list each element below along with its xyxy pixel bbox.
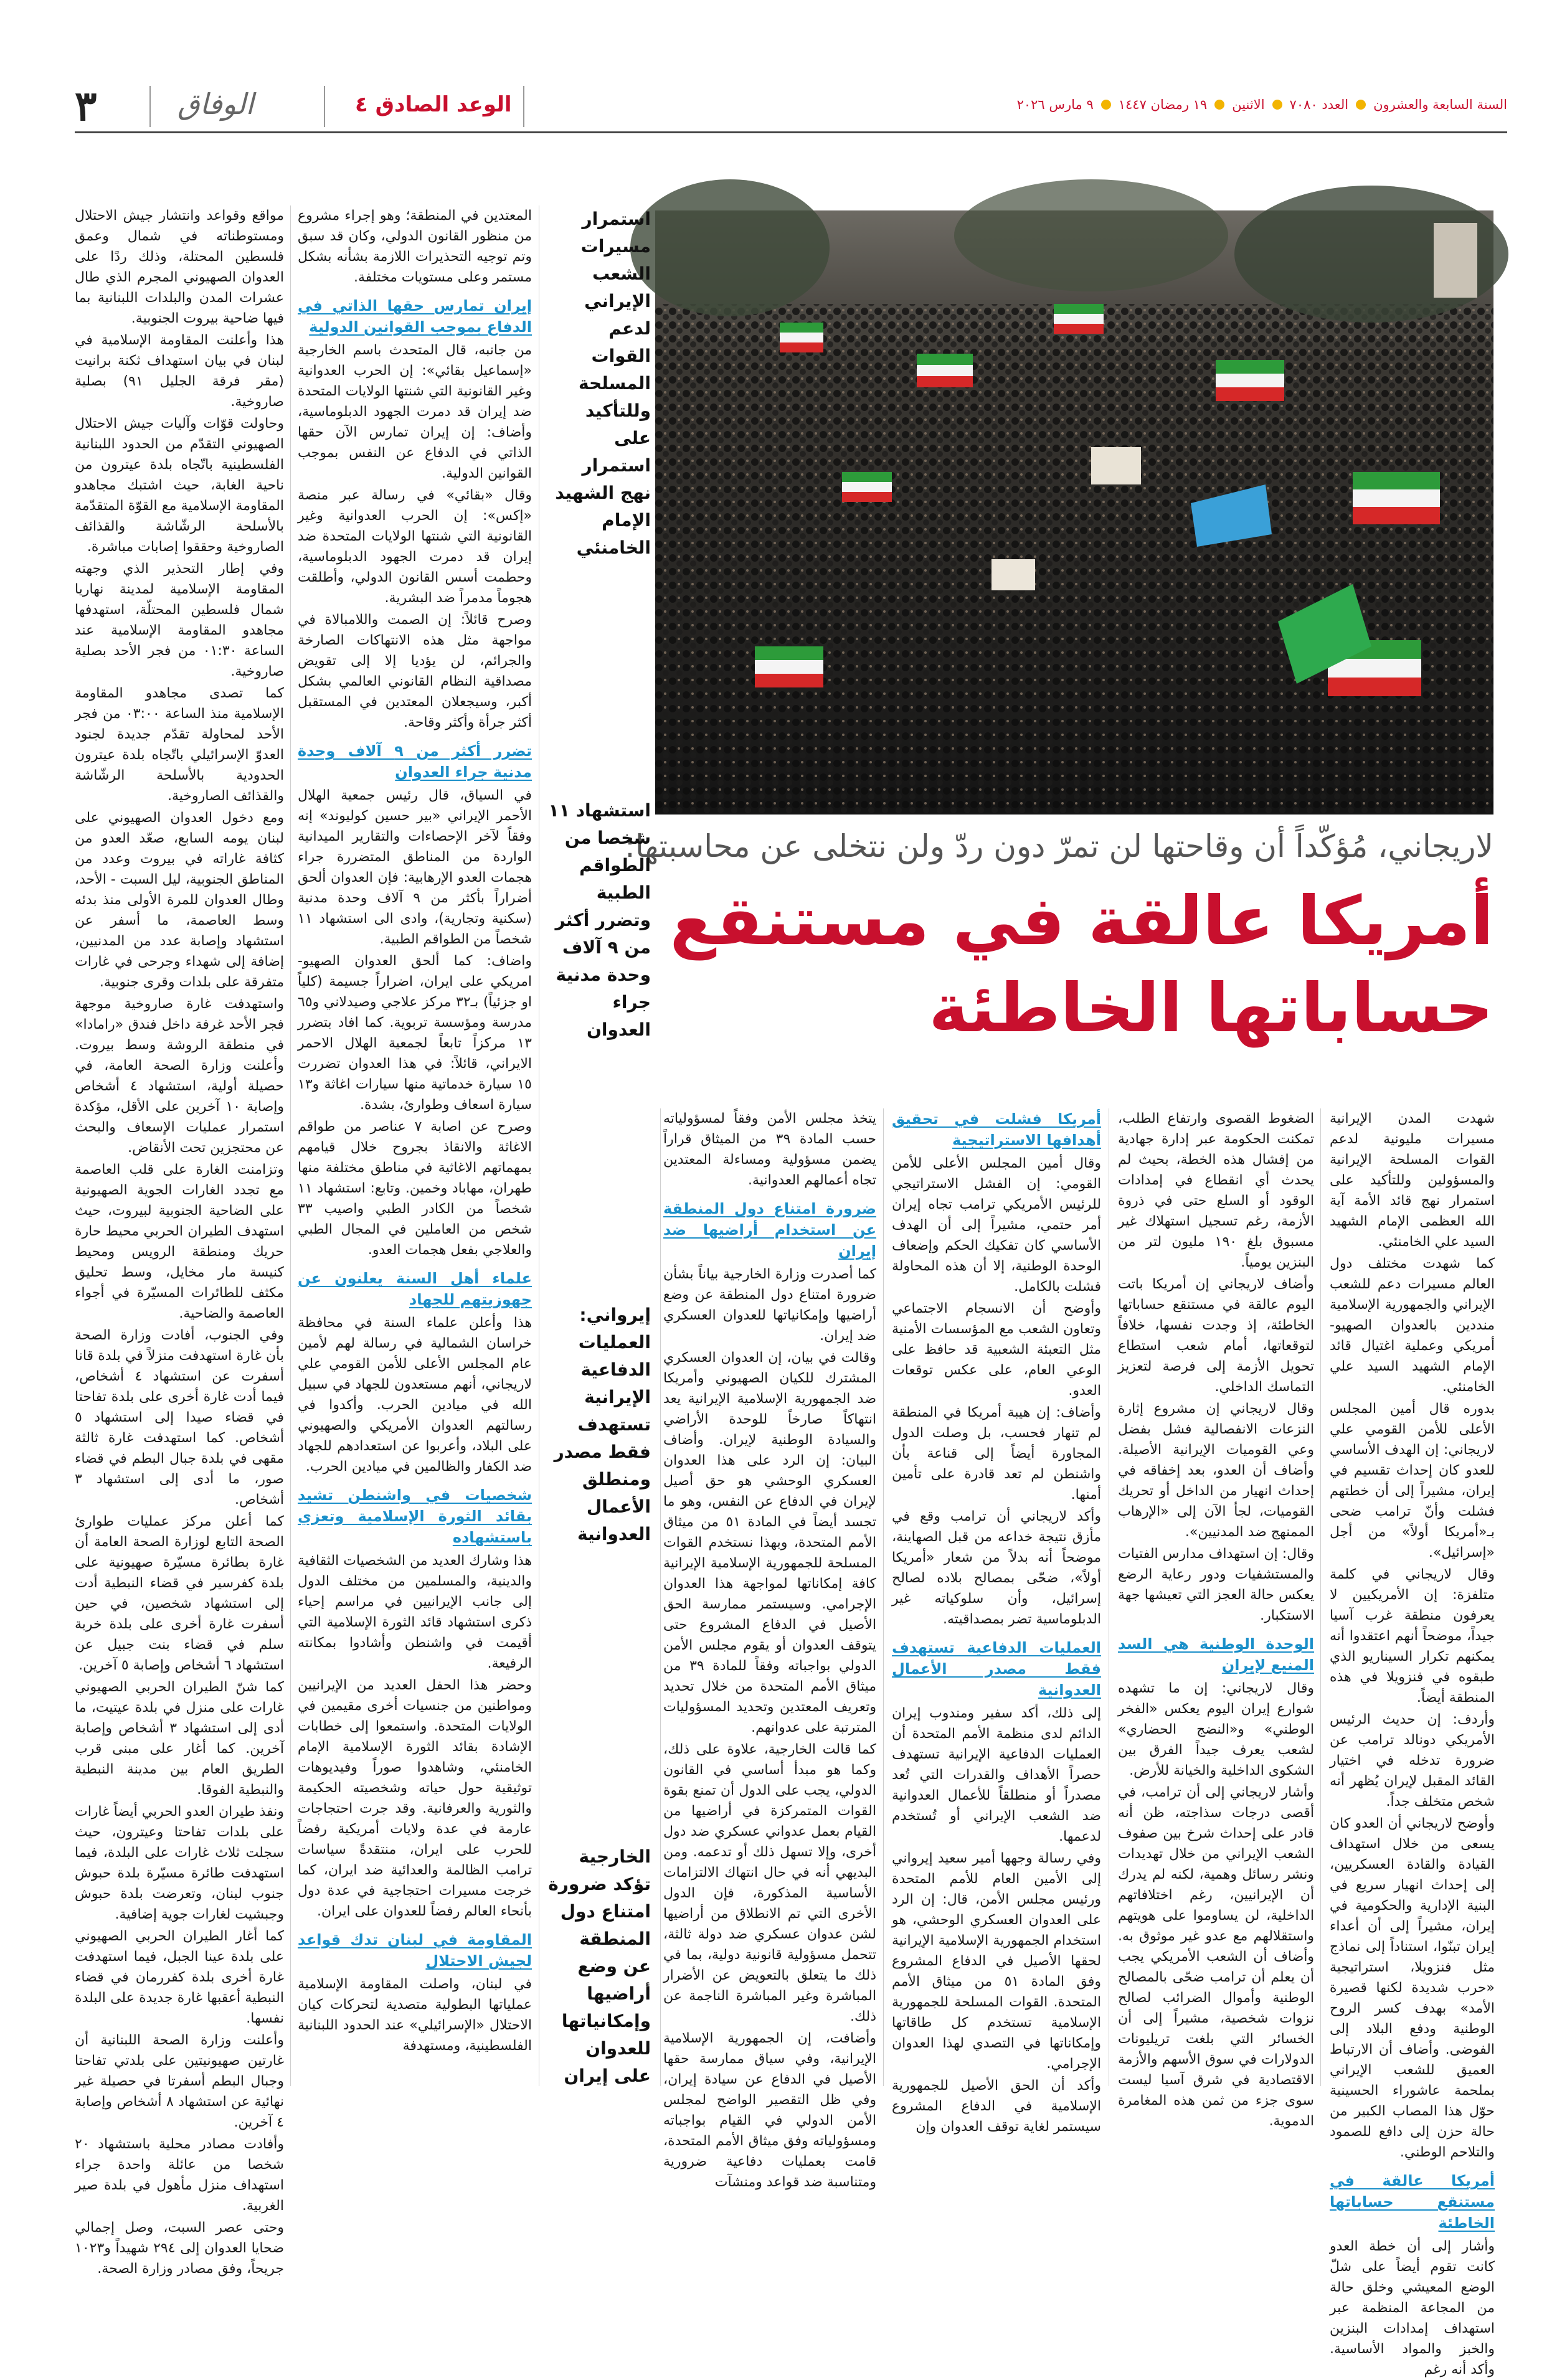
- paragraph: وأشار إلى أن خطة العدو كانت تقوم أيضاً على شلّ الوضع المعيشي وخلق حالة من المجاعة المنظمة عبر استهداف إمدادات البنزين والخبز والمواد الأساسية. وأكد أنه رغم: [1330, 2239, 1495, 2378]
- placard-icon: [991, 559, 1035, 590]
- paragraph: ونفذ طيران العدو الحربي أيضاً غارات على بلدات تفاحتا وعيترون، حيث سجلت ثلاث غارات على البلدة، فيما استهدفت طائرة مسيّرة بلدة حبوش جنوب لبنان، وتعرضت بلدة حبوش وجبشيت لغارات جوية إضافية.: [75, 1804, 284, 1922]
- column-divider: [660, 1108, 661, 2086]
- section-heading: أمريكا عالقة في مستنقع حساباتها الخاطئة: [1330, 2172, 1495, 2232]
- flag-icon: [842, 472, 892, 502]
- paragraph: إلى ذلك، أكد سفير ومندوب إيران الدائم لدى منظمة الأمم المتحدة أن العمليات الدفاعية الإيرانية تستهدف حصراً الأهداف والقدرات التي تُعد مصدراً أو منطلقاً للأعمال العدوانية ضد الشعب الإيراني أو تُستخدم لدعمها.: [892, 1706, 1101, 1844]
- column-divider: [1320, 1108, 1321, 2086]
- paragraph: وقال لاريجاني: إن ما تشهده شوارع إيران اليوم يعكس «الفخر الوطني» و«النضج الحضاري» لشعب يعرف جيداً الفرق بين الشكوى الداخلية والخيانة للأرض.: [1118, 1681, 1314, 1778]
- paragraph: في السياق، قال رئيس جمعية الهلال الأحمر الإيراني «بير حسين كوليوند» إنه وفقاً لآخر الإحصاءات والتقارير الميدانية الواردة من المناطق المتضررة جراء هجمات العدو الإرهابية: فإن العدوان ألحق أضراراً بأكثر من ٩ آلاف وحدة مدنية (سكنية وتجارية)، وادى الى استشهاد ١١ شخصاً من الطواقم الطبية.: [298, 788, 532, 947]
- section-heading: العمليات الدفاعية تستهدف فقط مصدر الأعمال العدوانية: [892, 1639, 1101, 1699]
- section-heading: الوحدة الوطنية هي السد المنيع لإيران: [1118, 1635, 1314, 1674]
- paragraph: وأضاف لاريجاني إن أمريكا باتت اليوم عالقة في مستنقع حساباتها الخاطئة، إذ وجدت نفسها، خلافاً لتوقعاتها، أمام شعب استطاع تحويل الأزمة إلى فرصة لتعزيز التماسك الداخلي.: [1118, 1277, 1314, 1395]
- issue-info: [1017, 97, 1507, 112]
- article-column-5: [298, 205, 532, 2092]
- paragraph: وقال: إن استهداف مدارس الفتيات والمستشفيات ودور رعاية الرضع يعكس حالة العجز التي تعيشها جهة الاستكبار.: [1118, 1546, 1314, 1623]
- paragraph: وقال «بقائي» في رسالة عبر منصة «إكس»: إن الحرب العدوانية وغير القانونية التي شنتها الولايات المتحدة ضد إيران قد دمرت الجهود الدبلوماسية، وحطمت أسس القانون الدولي، وأطلقت هجوماً مدمراً ضد البشرية.: [298, 488, 532, 606]
- headline-line-2: حساباتها الخاطئة: [929, 970, 1493, 1047]
- paragraph: كما شنّ الطيران الحربي الصهيوني غارات على منزل في بلدة عيتيت، ما أدى إلى استشهاد ٣ أشخاص وإصابة آخرين. كما أغار على مبنى قرب الطريق العام بين مدينة النبطية والنبطية الفوقا.: [75, 1679, 284, 1798]
- masthead-divider: [324, 86, 325, 127]
- paragraph: شهدت المدن الإيرانية مسيرات مليونية لدعم القوات المسلحة الإيرانية والمسؤولين وللتأكيد على استمرار نهج قائد الأمة آية الله العظمى الإمام الشهيد السيد علي الخامنئي.: [1330, 1111, 1495, 1250]
- side-callout-4: الخارجية تؤكد ضرورة امتناع دول المنطقة عن وضع أراضيها وإمكانياتها للعدوان على إيران: [548, 1846, 651, 2086]
- article-column-6: [75, 205, 285, 2277]
- paragraph: واستهدفت غارة صاروخية موجهة فجر الأحد غرفة داخل فندق «رامادا» في منطقة الروشة وسط بيروت. وأعلنت وزارة الصحة العامة، في حصيلة أولية، استشهاد ٤ أشخاص وإصابة ١٠ آخرين على الأقل، مؤكدة استمرار عمليات الإسعاف والبحث عن محتجزين تحت الأنقاض.: [75, 996, 285, 1156]
- section-heading: علماء أهل السنة يعلنون عن جهوزيتهم للجهاد: [298, 1270, 532, 1308]
- portrait-poster-icon: [1434, 223, 1477, 298]
- side-callout-1: استمرار مسيرات الشعب الإيراني لدعم القوات المسلحة وللتأكيد على استمرار نهج الشهيد الإمام الخامنئي: [555, 209, 651, 558]
- dot-icon: [1101, 100, 1111, 110]
- paragraph: المعتدين في المنطقة؛ وهو إجراء مشروع من منظور القانون الدولي، وكان قد سبق وتم توجيه التحذيرات اللازمة بشأنه بشكل مستمر وعلى مستويات مختلفة.: [298, 208, 532, 285]
- paragraph: وأضافت، إن الجمهورية الإسلامية الإيرانية، وفي سياق ممارسة حقها الأصيل في الدفاع عن سيادة إيران، وفي ظل التقصير الواضح لمجلس الأمن الدولي في القيام بواجباته ومسؤولياته وفق ميثاق الأمم المتحدة، قامت بعمليات دفاعية ضرورية ومتناسبة ضد قواعد ومنشآت: [663, 2031, 876, 2190]
- paragraph: وصرح عن اصابة ٧ عناصر من طواقم الاغاثة والانقاذ بجروح خلال قيامهم بمهماتهم الاغاثية في مناطق مختلفة منها طهران، مهاباد وخمين. وتابع: استشهاد ١١ شخصاً من الكادر الطبي واصيب ٣٣ شخص من العاملين في المجال الطبي والعلاجي بفعل هجمات العدو.: [298, 1119, 532, 1258]
- hijri-date: ١٩ رمضان ١٤٤٧: [1118, 97, 1208, 112]
- paragraph: وأكد أن الحق الأصيل للجمهورية الإسلامية في الدفاع المشروع سيستمر لغاية توقف العدوان وإن: [892, 2078, 1101, 2135]
- headline-line-1: أمريكا عالقة في مستنقع: [670, 882, 1493, 960]
- section-heading: تضرر أكثر من ٩ آلاف وحدة مدنية جراء العدوان: [298, 742, 532, 781]
- dot-icon: [1214, 100, 1224, 110]
- page-number: ٣: [75, 82, 97, 130]
- article-column-3: [892, 1108, 1101, 2135]
- paragraph: وصرح قائلاً: إن الصمت واللامبالاة في مواجهة مثل هذه الانتهاكات الصارخة والجرائم، لن يؤديا إلا إلى تقويض مصداقية النظام القانوني العالمي بشكل أكبر، وسيجعلان المعتدين في المستقبل أكثر جرأة وأكثر وقاحة.: [298, 612, 532, 730]
- paragraph: من جانبه، قال المتحدث باسم الخارجية «إسماعيل بقائي»: إن الحرب العدوانية وغير القانونية التي شنتها الولايات المتحدة ضد إيران قد دمرت الجهود الدبلوماسية، وأضاف: إن إيران تمارس الآن حقها الذاتي في الدفاع عن النفس بموجب القوانين الدولية.: [298, 342, 532, 481]
- paragraph: كما شهدت مختلف دول العالم مسيرات دعم للشعب الإيراني والجمهورية الإسلامية منددين بالعدوان الصهيو-أمريكي وعملية اغتيال قائد الإمام الشهيد السيد علي الخامنئي.: [1330, 1256, 1495, 1395]
- paragraph: هذا وأعلنت المقاومة الإسلامية في لبنان في بيان استهداف ثكنة برانيت (مقر فرقة الجليل ٩١) بصلية صاروخية.: [75, 333, 284, 410]
- issue-day: الاثنين: [1232, 97, 1265, 112]
- flag-icon: [780, 323, 823, 352]
- section-title: الوعد الصادق ٤: [355, 92, 512, 117]
- side-callout-2: استشهاد ١١ شخصا من الطواقم الطبية وتضرر أكثر من ٩ آلاف وحدة مدنية جراء العدوان: [548, 800, 651, 1040]
- paragraph: وأوضح لاريجاني أن العدو كان يسعى من خلال استهداف القيادة والقادة العسكريين، إلى إحداث انهيار سريع في البنية الإدارية والحكومية في إيران، مشيراً إلى أن أعداء إيران تبنّوا، استناداً إلى نماذج مثل فنزويلا، استراتيجية «حرب شديدة لكنها قصيرة الأمد» بهدف كسر الروح الوطنية ودفع البلاد إلى الفوضى. وأضاف أن الارتباط العميق للشعب الإيراني بملحمة عاشوراء الحسينية حوّل هذا المصاب الكبير من حالة حزن إلى دافع للصمود والتلاحم الوطني.: [1330, 1816, 1495, 2160]
- paragraph: وقال لاريجاني في كلمة متلفزة: إن الأمريكيين لا يعرفون منطقة غرب آسيا جيداً، موضحاً أنهم اعتقدوا أنه يمكنهم تكرار السيناريو الذي طبقوه في فنزويلا في هذه المنطقة أيضاً.: [1330, 1567, 1495, 1706]
- flag-icon: [1353, 472, 1440, 524]
- paragraph: كما تصدى مجاهدو المقاومة الإسلامية منذ الساعة ٠٣:٠٠ من فجر الأحد لمحاولة تقدّم جديدة لجنود العدوّ الإسرائيلي باتّجاه بلدة عيترون الحدودية بالأسلحة الرشّاشة والقذائف الصاروخية.: [75, 686, 284, 804]
- dot-icon: [1272, 100, 1282, 110]
- paragraph: كما قالت الخارجية، علاوة على ذلك، وكما هو مبدأ أساسي في القانون الدولي، يجب على الدول أن تمنع بقوة القوات المتمركزة في أراضيها من القيام بعمل عدواني عسكري ضد دول أخرى، وإلا تسهل ذلك أو تدعمه. ومن البديهي أنه في حال انتهاك الالتزامات الأساسية المذكورة، فإن الدول الأخرى التي تم الانطلاق من أراضيها لشن عدوان عسكري ضد دولة ثالثة، تتحمل مسؤولية قانونية دولية، بما في ذلك ما يتعلق بالتعويض عن الأضرار المباشرة وغير المباشرة الناجمة عن ذلك.: [663, 1742, 876, 2024]
- paragraph: وأشار لاريجاني إلى أن ترامب، في أقصى درجات سذاجته، ظن أنه قادر على إحداث شرخ بين صفوف الشعب الإيراني من خلال تهديدات ونشر رسائل وهمية، لكنه لم يدرك أن الإيرانيين، رغم اختلافاتهم الداخلية، لن يساوموا على هويتهم واستقلالهم مع عدو غير موثوق به. وأضاف أن الشعب الأمريكي يجب أن يعلم أن ترامب ضحّى بالمصالح الوطنية وأموال الضرائب لصالح نزوات شخصية، مشيراً إلى أن الخسائر التي بلغت تريليونات الدولارات في سوق الأسهم والأزمة الاقتصادية في شرق آسيا ليست سوى جزء من ثمن هذه المغامرة الدموية.: [1118, 1785, 1314, 2129]
- flag-icon: [1216, 360, 1284, 401]
- paragraph: وفي الجنوب، أفادت وزارة الصحة بأن غارة استهدفت منزلاً في بلدة قانا أسفرت عن استشهاد ٤ أشخاص، فيما أدت غارة أخرى على بلدة تفاحتا في قضاء صيدا إلى استشهاد ٥ أشخاص. كما استهدفت غارة ثالثة مقهى في بلدة جبال البطم في قضاء صور، ما أدى إلى استشهاد ٣ أشخاص.: [75, 1328, 284, 1508]
- paragraph: وأردف: إن حديث الرئيس الأمريكي دونالد ترامب عن ضرورة تدخله في اختيار القائد المقبل لإيران يُظهر أنه شخص متخلف جداً.: [1330, 1712, 1495, 1810]
- paragraph: وقال لاريجاني إن مشروع إثارة النزعات الانفصالية فشل بفضل وعي القوميات الإيرانية الأصيلة. وأضاف أن العدو، بعد إخفاقه في إحداث انهيار من الداخل أو تحريك القوميات، لجأ الآن إلى «الإرهاب الممنهج ضد المدنيين».: [1118, 1401, 1314, 1540]
- masthead-divider: [523, 86, 524, 127]
- article-column-1: [1330, 1108, 1495, 2378]
- paragraph: وأكد لاريجاني أن ترامب وقع في مأزق نتيجة خداعه من قبل الصهاينة، موضحاً أنه بدلاً من شعار «أمريكا أولاً»، ضحّى بمصالح بلاده لصالح إسرائيل، وأن سلوكياته غير الدبلوماسية تضر بمصداقيته.: [892, 1509, 1101, 1627]
- section-heading: إيران تمارس حقها الذاتي في الدفاع بموجب القوانين الدولية: [298, 297, 532, 336]
- paragraph: وحضر هذا الحفل العديد من الإيرانيين ومواطنين من جنسيات أخرى مقيمين في الولايات المتحدة. واستمعوا إلى خطابات الإشادة بقائد الثورة الإسلامية الإمام الخامنئي، وشاهدوا صوراً وفيديوهات توثيقية حول حياته وشخصيته الحكيمة والثورية والعرفانية. وقد جرت احتجاجات عارمة في عدة ولايات أمريكية رفضاً للحرب على ايران، منتقدةً سياسات ترامب الظالمة والعدائية ضد ايران، كما خرجت مسيرات احتجاجية في عدة دول بأنحاء العالم رفضاً للعدوان على ايران.: [298, 1678, 532, 1919]
- paragraph: واضاف: كما ألحق العدوان الصهيو-امريكي على ايران، اضراراً جسيمة (كلياً او جزئياً) بـ٣٢ مركز علاجي وصيدلاني و٦٥ مدرسة ومؤسسة تربوية. كما افاد بتضرر ١٣ مركزاً تابعاً لجمعية الهلال الاحمر الايراني، قائلاً: في هذا العدوان تضررت ١٥ سيارة خدماتية منها سيارات اغاثة و١٣ سيارة اسعاف وطوارئ، بشدة.: [298, 953, 532, 1113]
- paragraph: يتخذ مجلس الأمن وفقاً لمسؤولياته حسب المادة ٣٩ من الميثاق قراراً يضمن مسؤولية ومساءلة المعتدين تجاه أعمالهم العدوانية.: [663, 1111, 876, 1188]
- lead-photo: [655, 210, 1493, 815]
- sub-headline: لاريجاني، مُؤكّداً أن وقاحتها لن تمرّ دون ردّ ولن نتخلى عن محاسبتها:: [625, 828, 1493, 864]
- section-heading: أمريكا فشلت في تحقيق أهدافها الاستراتيجية: [892, 1110, 1101, 1149]
- newspaper-logo: الوفاق: [177, 87, 254, 121]
- placard-icon: [1091, 447, 1141, 484]
- section-heading: ضرورة امتناع دول المنطقة عن استخدام أراضيها ضد إيران: [663, 1200, 876, 1260]
- paragraph: بدوره قال أمين المجلس الأعلى للأمن القومي علي لاريجاني: إن الهدف الأساسي للعدو كان إحداث تقسيم في إيران، مشيراً إلى أن خطتهم فشلت وأنّ ترامب ضحى بـ«أمريكا أولاً» من أجل «إسرائيل».: [1330, 1401, 1495, 1561]
- side-callout-3: إيرواني: العمليات الدفاعية الإيرانية تستهدف فقط مصدر ومنطلق الأعمال العدوانية: [554, 1305, 651, 1544]
- article-column-2: [1118, 1108, 1315, 2129]
- paragraph: وقالت في بيان، إن العدوان العسكري المشترك للكيان الصهيوني وأمريكا ضد الجمهورية الإسلامية الإيرانية يعد انتهاكاً صارخاً للوحدة الأراضي والسيادة الوطنية لإيران. وأضاف البيان: إن الرد على هذا العدوان العسكري الوحشي هو حق أصيل لإيران في الدفاع عن النفس، وهو ما تجسد أيضاً في المادة ٥١ من ميثاق الأمم المتحدة، وبهذا نستخدم القوات المسلحة للجمهورية الإسلامية الإيرانية كافة إمكاناتها لمواجهة هذا العدوان الإجرامي. وسيستمر ممارسة الحق الأصيل في الدفاع المشروع حتى يتوقف العدوان أو يقوم مجلس الأمن الدولي بواجباته وفقاً للمادة ٣٩ من ميثاق الأمم المتحدة من خلال تحديد وتعريف المعتدين وتحديد المسؤوليات المترتبة على عدوانهم.: [663, 1350, 876, 1735]
- paragraph: وقال أمين المجلس الأعلى للأمن القومي: إن الفشل الاستراتيجي للرئيس الأمريكي ترامب تجاه إيران أمر حتمي، مشيراً إلى أن الهدف الأساسي كان تفكيك الحكم وإضعاف الوحدة الوطنية، إلا أن هذه المحاولة فشلت بالكامل.: [892, 1156, 1101, 1295]
- column-divider: [883, 1108, 884, 2086]
- crowd-rally-image: [655, 210, 1493, 815]
- paragraph: وتزامنت الغارة على قلب العاصمة مع تجدد الغارات الجوية الصهيونية على الضاحية الجنوبية لبيروت، حيث استهدف الطيران الحربي محيط حارة حريك ومنطقة الرويس ومحيط كنيسة مار مخايل، وسط تحليق مكثف للطائرات المسيّرة في أجواء العاصمة والضاحية.: [75, 1162, 284, 1321]
- paragraph: هذا وشارك العديد من الشخصيات الثقافية والدينية، والمسلمين من مختلف الدول إلى جانب الإيرانيين في مراسم إحياء ذكرى استشهاد قائد الثورة الإسلامية التي أقيمت في واشنطن وأشادوا بمكانته الرفيعة.: [298, 1553, 532, 1671]
- paragraph: وفي رسالة وجهها أمير سعيد إيرواني إلى الأمين العام للأمم المتحدة ورئيس مجلس الأمن، قال: إن الرد على العدوان العسكري الوحشي، هو استخدام الجمهورية الإسلامية الإيرانية لحقها الأصيل في الدفاع المشروع وفق المادة ٥١ من ميثاق الأمم المتحدة. القوات المسلحة للجمهورية الإسلامية تستخدم كل طاقاتها وإمكاناتها في التصدي لهذا العدوان الإجرامي.: [892, 1851, 1101, 2072]
- main-headline: [655, 878, 1493, 1052]
- paragraph: وحتى عصر السبت، وصل إجمالي ضحايا العدوان إلى ٢٩٤ شهيداً و١٠٢٣ جريحاً، وفق مصادر وزارة الصحة.: [75, 2220, 284, 2277]
- masthead: [75, 81, 1507, 133]
- paragraph: الضغوط القصوى وارتفاع الطلب، تمكنت الحكومة عبر إدارة جهادية من إفشال هذه الخطة، بحيث لم يحدث أي انقطاع في إمدادات الوقود أو السلع حتى في ذروة الأزمة، رغم تسجيل استهلاك غير مسبوق بلغ ١٩٠ مليون لتر من البنزين يومياً.: [1118, 1111, 1315, 1270]
- paragraph: وأعلنت وزارة الصحة اللبنانية أن غارتين صهيونيتين على بلدتي تفاحتا وجبال البطم أسفرتا في حصيلة غير نهائية عن استشهاد ٨ أشخاص وإصابة ٤ آخرين.: [75, 2033, 284, 2130]
- gregorian-date: ٩ مارس ٢٠٢٦: [1016, 97, 1094, 112]
- dot-icon: [1356, 100, 1366, 110]
- paragraph: وأضاف: إن هيبة أمريكا في المنطقة لم تنهار فحسب، بل وصلت الدول المجاورة أيضاً إلى قناعة بأن واشنطن لم تعد قادرة على تأمين أمنها.: [892, 1405, 1101, 1503]
- issue-number: العدد ٧٠٨٠: [1289, 97, 1349, 112]
- paragraph: وأوضح أن الانسجام الاجتماعي وتعاون الشعب مع المؤسسات الأمنية مثل التعبئة الشعبية قد حافظ على الوعي العام، على عكس توقعات العدو.: [892, 1301, 1101, 1399]
- paragraph: في لبنان، واصلت المقاومة الإسلامية عملياتها البطولية متصدية لتحركات كيان الاحتلال «الإسرائيلي» عند الحدود اللبنانية الفلسطينية، ومستهدفة: [298, 1976, 532, 2054]
- masthead-divider: [149, 86, 151, 127]
- paragraph: وحاولت قوّات وآليات جيش الاحتلال الصهيوني التقدّم من الحدود اللبنانية الفلسطينية باتّجاه بلدة عيترون من ناحية الغابة، حيث اشتبك مجاهدو المقاومة الإسلامية مع القوّة المتقدّمة بالأسلحة الرشّاشة والقذائف الصاروخية وحققوا إصابات مباشرة.: [75, 416, 284, 555]
- column-divider: [290, 205, 291, 2086]
- paragraph: كما أعلن مركز عمليات طوارئ الصحة التابع لوزارة الصحة العامة أن غارة بطائرة مسيّرة صهيونية على بلدة كفرسير في قضاء النبطية أدت إلى استشهاد شخصين، في حين أسفرت غارة أخرى على بلدة خربة سلم في قضاء بنت جبيل عن استشهاد ٦ أشخاص وإصابة ٥ آخرين.: [75, 1514, 284, 1673]
- paragraph: ومع دخول العدوان الصهيوني على لبنان يومه السابع، صعّد العدو من كثافة غاراته في بيروت وعدد من المناطق الجنوبية، ليل السبت - الأحد، وطال العدوان للمرة الأولى منذ بدئه وسط العاصمة، ما أسفر عن استشهاد وإصابة عدد من المدنيين، إضافة إلى شهداء وجرحى في غارات متفرقة على بلدات وقرى جنوبية.: [75, 810, 284, 990]
- paragraph: كما أغار الطيران الحربي الصهيوني على بلدة عينا الجبل، فيما استهدفت غارة أخرى بلدة كفررمان في قضاء النبطية أعقبها غارة جديدة على البلدة نفسها.: [75, 1929, 284, 2026]
- article-column-4: [663, 1108, 876, 2190]
- paragraph: هذا وأعلن علماء السنة في محافظة خراسان الشمالية في رسالة لهم لأمين عام المجلس الأعلى للأمن القومي علي لاريجاني، أنهم مستعدون للجهاد في سبيل الله في ميادين الحرب. وأكدوا في رسالتهم العدوان الأمريكي والصهيوني على البلاد، وأعربوا عن استعدادهم للجهاد ضد الكفار والظالمين في ميادين الحرب.: [298, 1315, 532, 1475]
- paragraph: كما أصدرت وزارة الخارجية بياناً بشأن ضرورة امتناع دول المنطقة عن وضع أراضيها وإمكانياتها للعدوان العسكري ضد إيران.: [663, 1267, 876, 1344]
- section-heading: المقاومة في لبنان تدك قواعد لجيش الاحتلال: [298, 1931, 532, 1970]
- flag-icon: [917, 354, 973, 387]
- flag-icon: [1054, 304, 1104, 334]
- paragraph: مواقع وقواعد وانتشار جيش الاحتلال ومستوطناته في شمال وعمق فلسطين المحتلة، وذلك ردًا على العدوان الصهيوني المجرم الذي طال عشرات المدن والبلدات اللبنانية بما فيها ضاحية بيروت الجنوبية.: [75, 208, 284, 326]
- publication-year: السنة السابعة والعشرون: [1373, 97, 1507, 112]
- section-heading: شخصيات في واشنطن تشيد بقائد الثورة الإسلامية وتعزي باستشهاده: [298, 1486, 532, 1546]
- paragraph: وفي إطار التحذير الذي وجهته المقاومة الإسلامية لمدينة نهاريا شمال فلسطين المحتلّة، استهدفها مجاهدو المقاومة الإسلامية عند الساعة ٠١:٣٠ من فجر الأحد بصلية صاروخية.: [75, 561, 284, 679]
- paragraph: وأفادت مصادر محلية باستشهاد ٢٠ شخصا من عائلة واحدة جراء استهداف منزل مأهول في بلدة صير الغربية.: [75, 2137, 284, 2214]
- flag-icon: [755, 646, 823, 687]
